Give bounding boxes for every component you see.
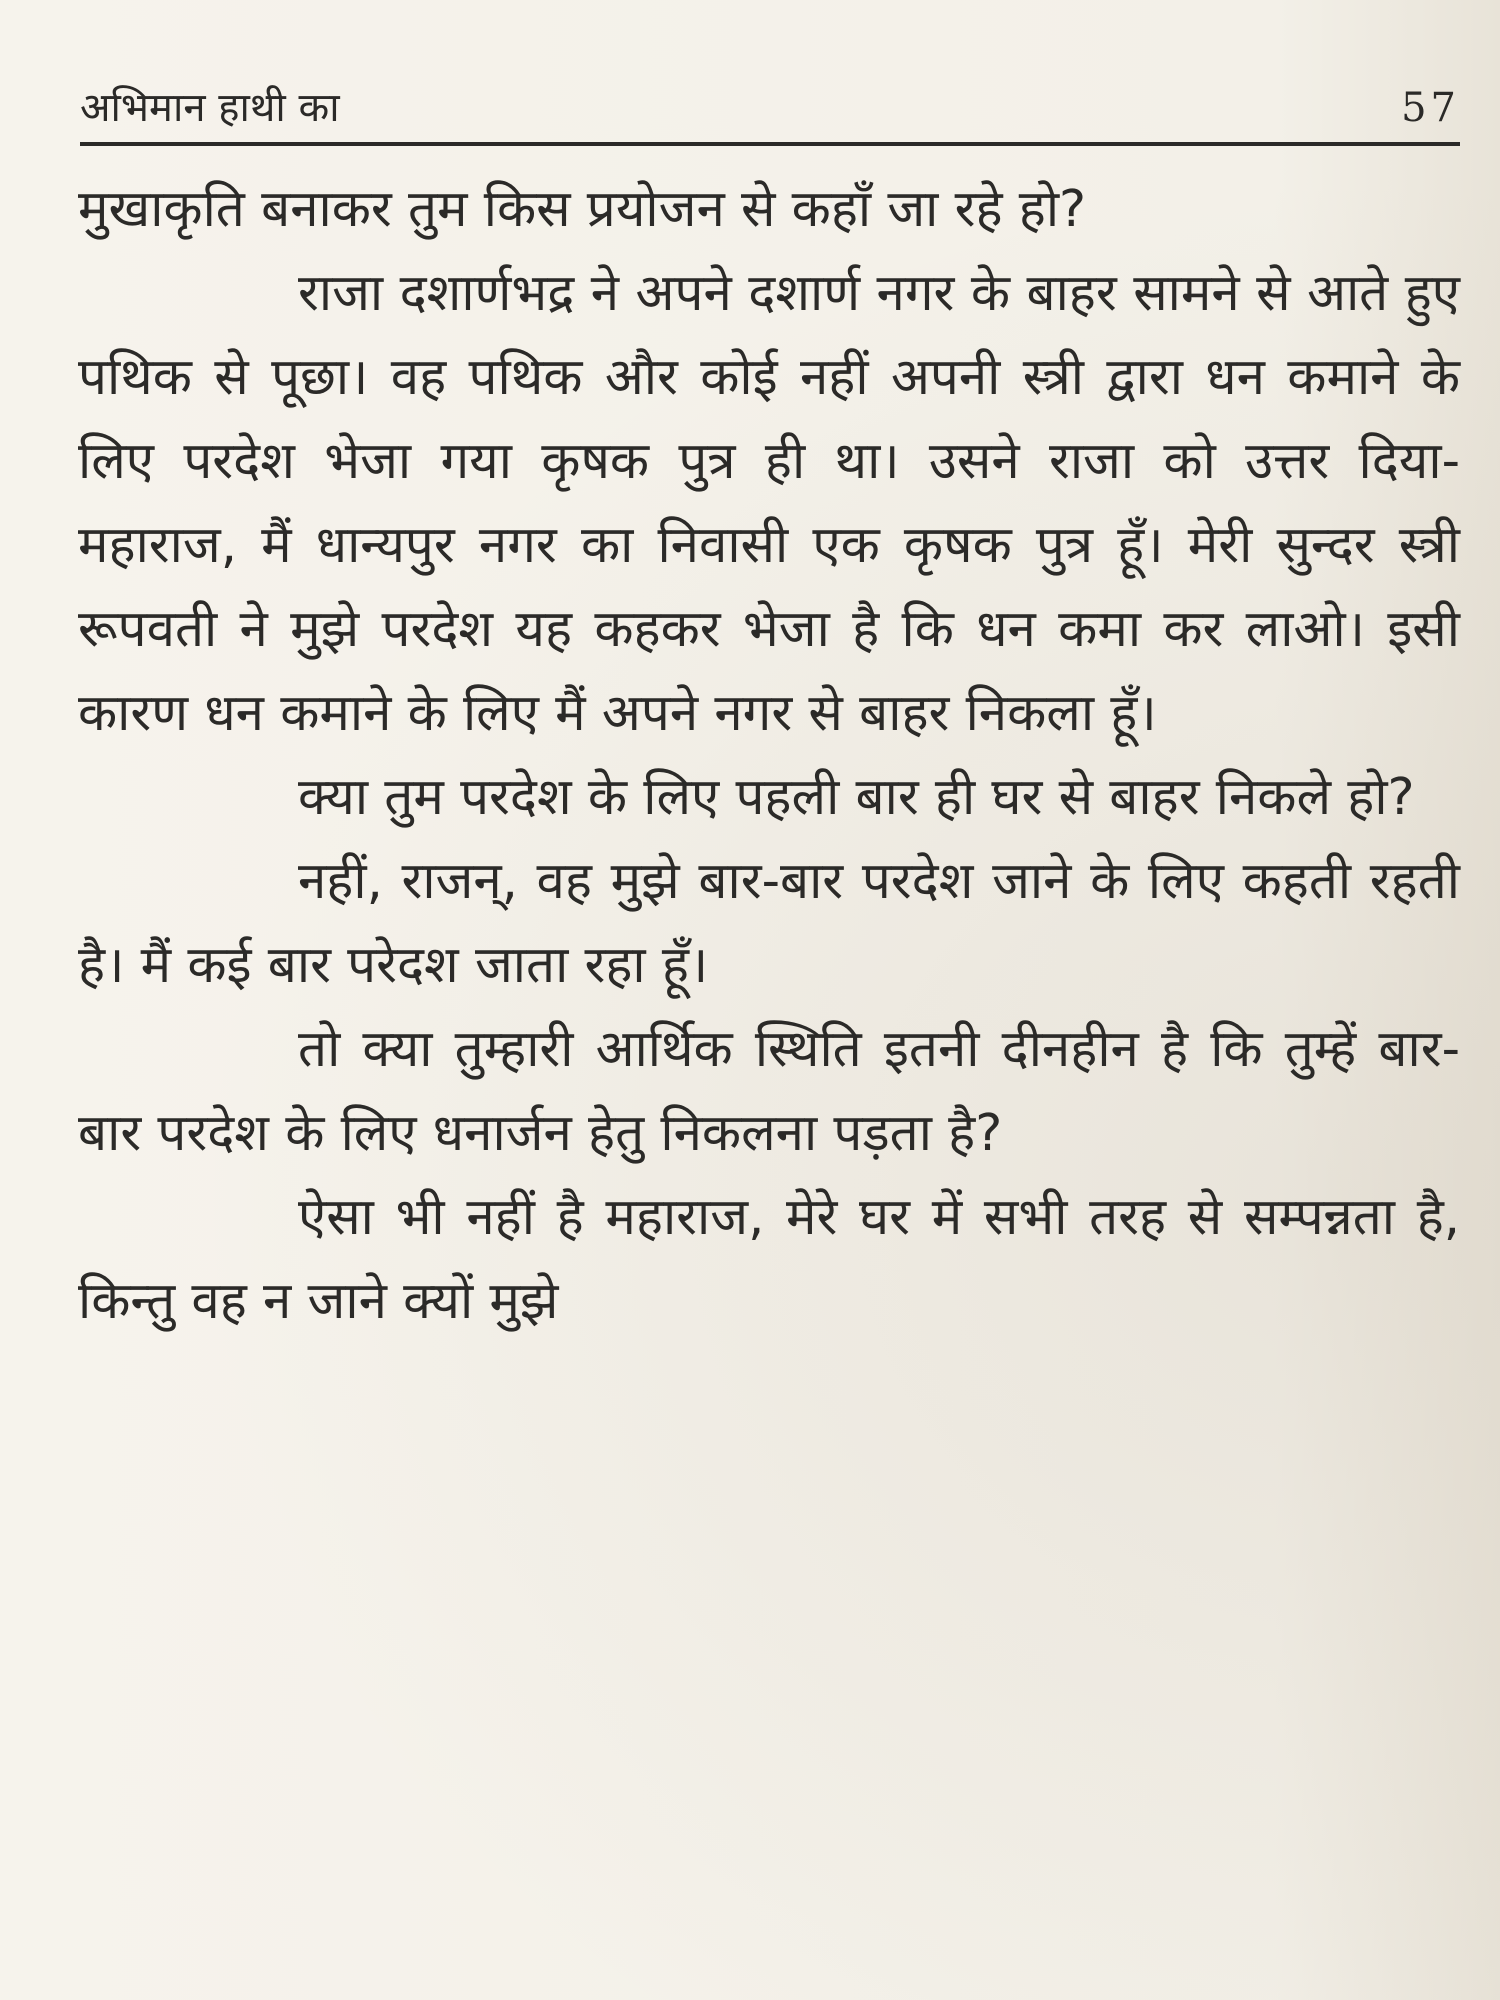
paragraph-6: ऐसा भी नहीं है महाराज, मेरे घर में सभी तरह से सम्पन्नता है, किन्तु वह न जाने क्यों मुझे (78, 1188, 1460, 1331)
paragraph-4: नहीं, राजन्, वह मुझे बार-बार परदेश जाने के लिए कहती रहती है। मैं कई बार परेदश जाता रहा हूँ। (78, 852, 1460, 995)
paragraph-2: राजा दशार्णभद्र ने अपने दशार्ण नगर के बाहर सामने से आते हुए पथिक से पूछा। वह पथिक और कोई नहीं अपनी स्त्री द्वारा धन कमाने के लिए परदेश भेजा गया कृषक पुत्र ही था। उसने राजा को उत्तर दिया- महाराज, मैं धान्यपुर नगर का निवासी एक कृषक पुत्र हूँ। मेरी सुन्दर स्त्री रूपवती ने मुझे परदेश यह कहकर भेजा है कि धन कमा कर लाओ। इसी कारण धन कमाने के लिए मैं अपने नगर से बाहर निकला हूँ। (78, 264, 1460, 743)
header-rule (80, 142, 1460, 146)
running-header (80, 80, 1460, 140)
paragraph-5: तो क्या तुम्हारी आर्थिक स्थिति इतनी दीनहीन है कि तुम्हें बार-बार परदेश के लिए धनार्जन हेतु निकलना पड़ता है? (78, 1020, 1460, 1163)
paragraph-3: क्या तुम परदेश के लिए पहली बार ही घर से बाहर निकले हो? (298, 768, 1415, 827)
chapter-title: अभिमान हाथी का (80, 85, 340, 131)
page-number: 57 (1401, 85, 1460, 131)
paragraph-1: मुखाकृति बनाकर तुम किस प्रयोजन से कहाँ जा रहे हो? (78, 180, 1087, 239)
body-text (78, 168, 1460, 1344)
